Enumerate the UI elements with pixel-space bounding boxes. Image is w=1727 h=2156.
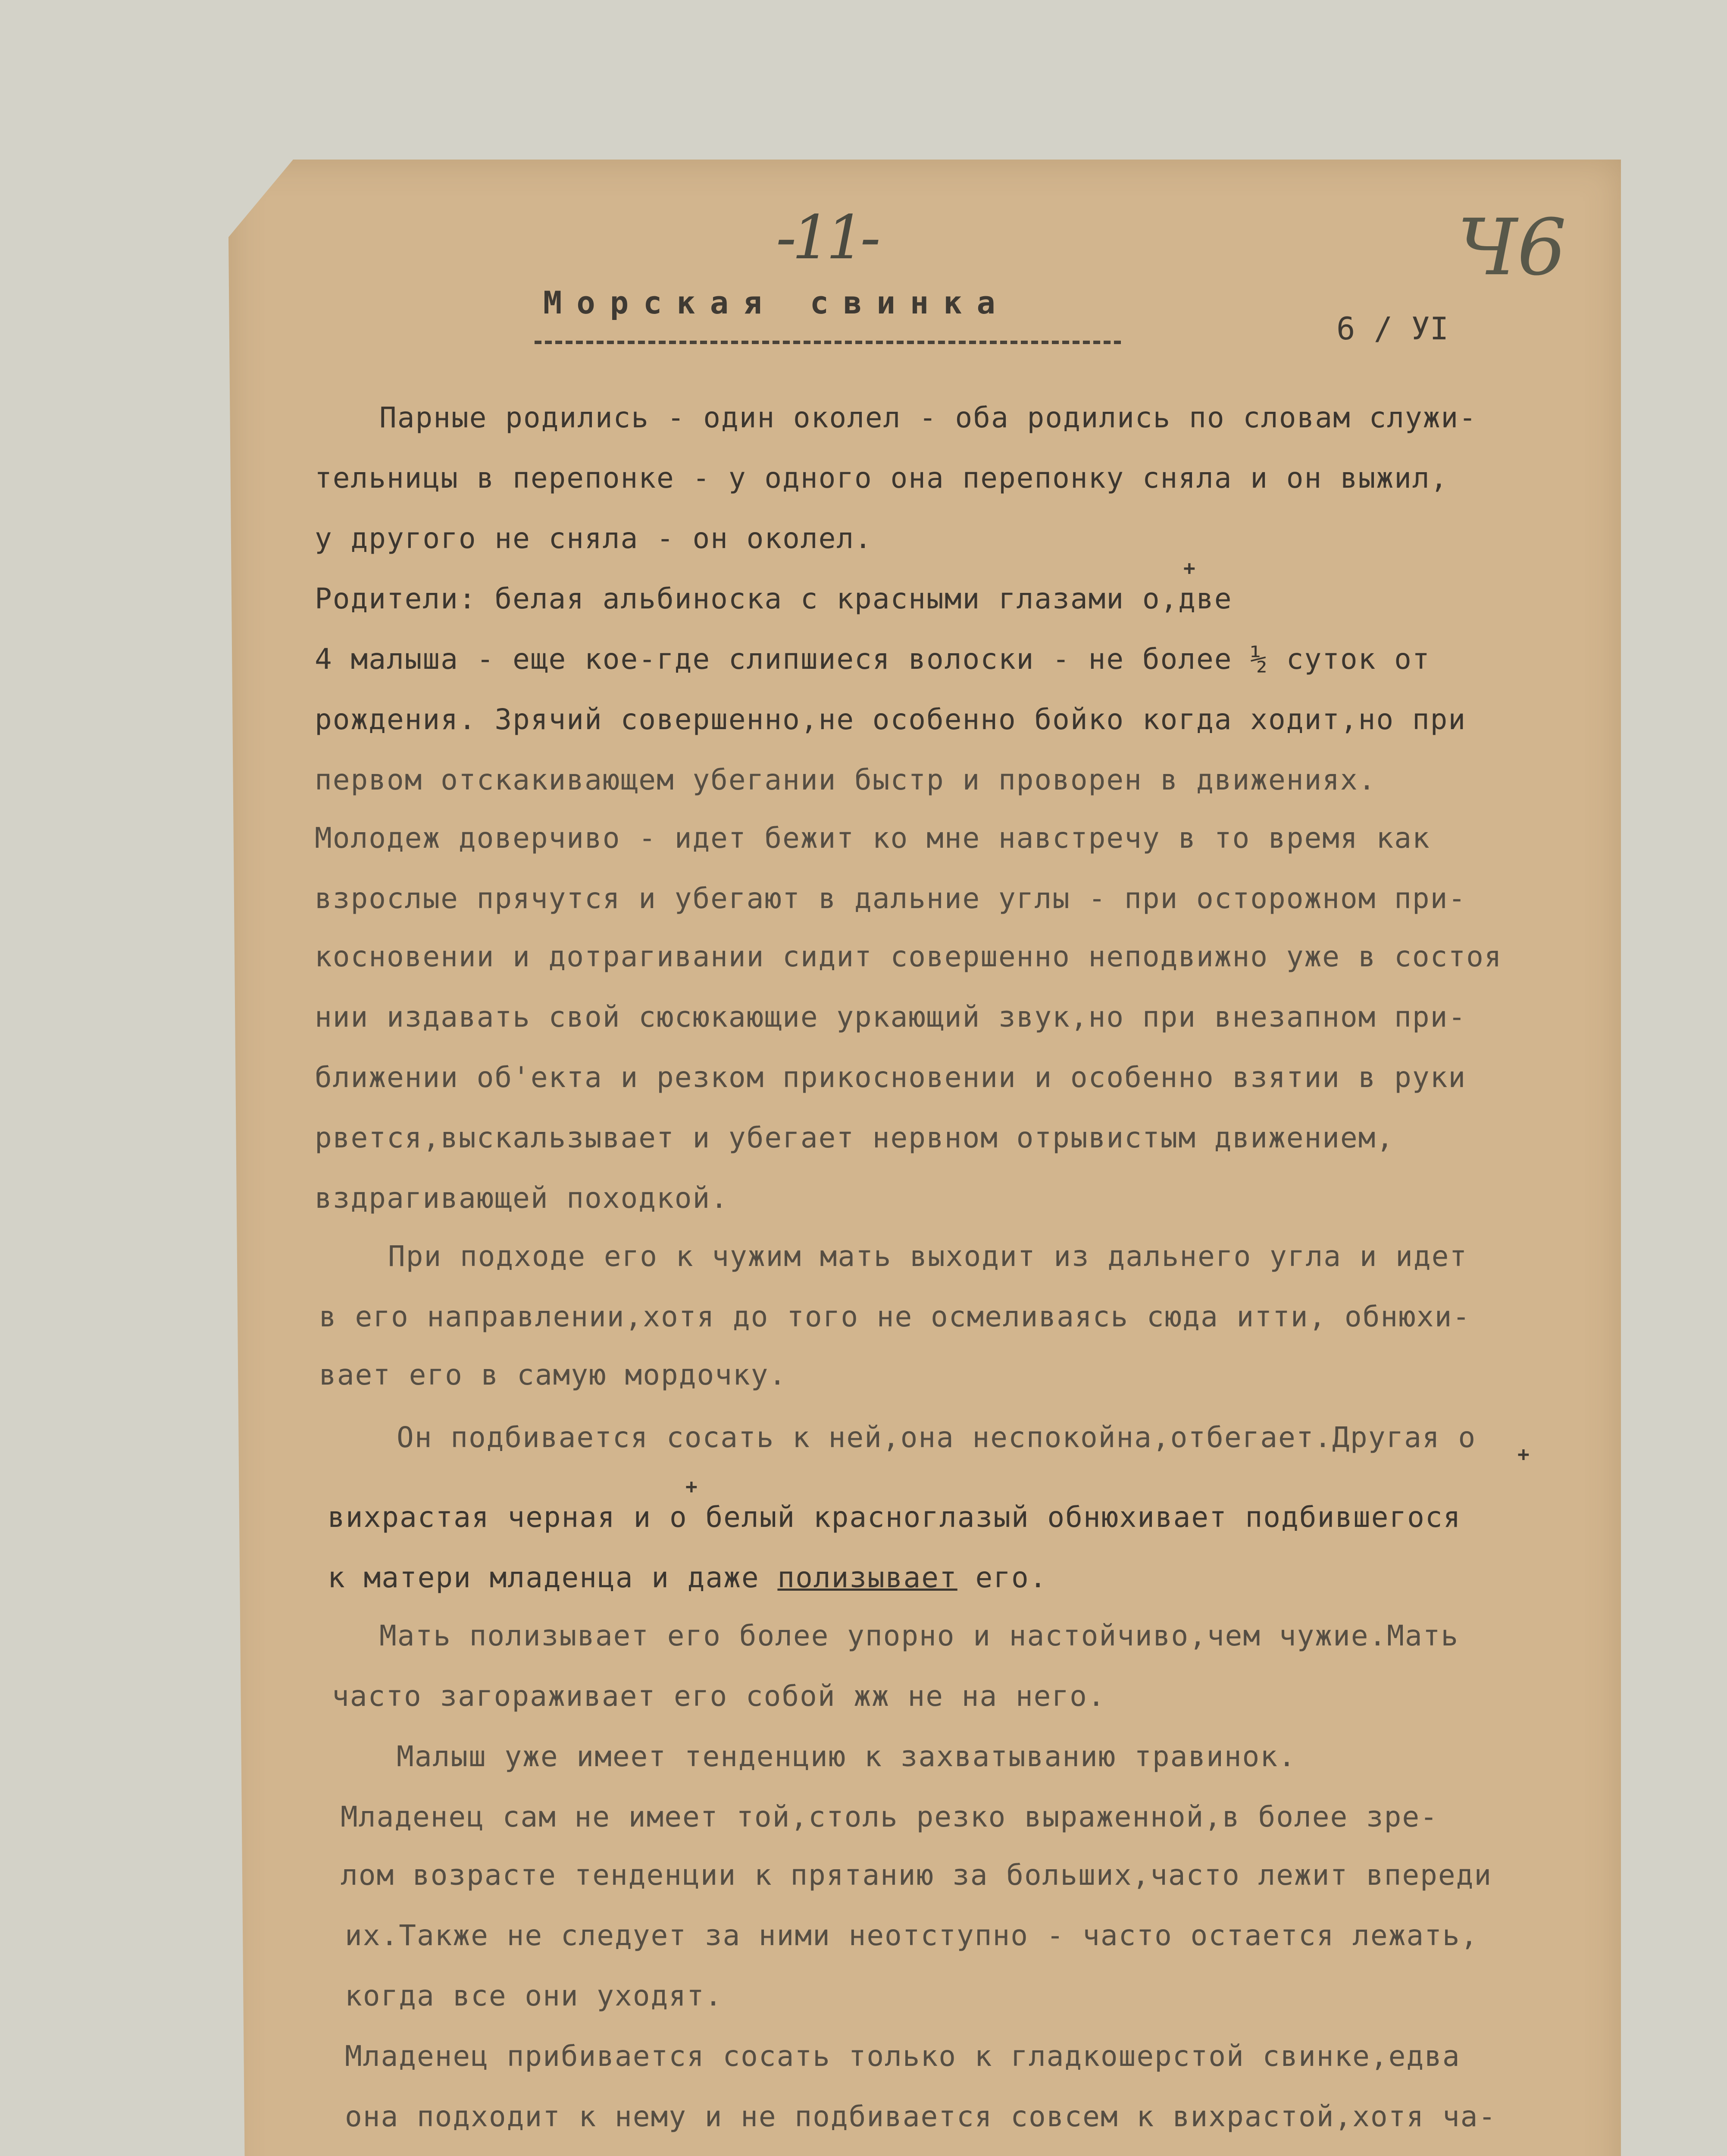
text-line: в его направлении,хотя до того не осмеливаясь сюда итти, обнюхи- xyxy=(319,1300,1471,1333)
archive-number: Ч6 xyxy=(1457,203,1567,293)
female-sign-mark: + xyxy=(1183,556,1195,580)
female-sign-mark: + xyxy=(1517,1442,1530,1466)
text-line: взрослые прячутся и убегают в дальние углы - при осторожном при- xyxy=(315,882,1467,915)
text-line: Младенец прибивается сосать только к гладкошерстой свинке,едва xyxy=(345,2040,1461,2073)
document-title: Морская свинка xyxy=(543,285,1010,321)
text-line: рождения. Зрячий совершенно,не особенно бойко когда ходит,но при xyxy=(315,703,1467,736)
text-line: вихрастая черная и о белый красноглазый обнюхивает подбившегося xyxy=(328,1501,1461,1534)
text-line: Мать полизывает его более упорно и настойчиво,чем чужие.Мать xyxy=(379,1619,1459,1652)
text-line: ближении об'екта и резком прикосновении и особенно взятии в руки xyxy=(315,1061,1467,1094)
text-line: Он подбивается сосать к ней,она неспокойна,отбегает.Другая о xyxy=(397,1421,1477,1454)
text-line: 4 малыша - еще кое-где слипшиеся волоски - не более ½ суток от xyxy=(315,642,1430,676)
text-line: лом возрасте тенденции к прятанию за больших,часто лежит впереди xyxy=(341,1858,1492,1892)
text-line: Родители: белая альбиноска с красными глазами о,две xyxy=(315,582,1233,615)
female-sign-mark: + xyxy=(685,1475,698,1498)
text-line: Малыш уже имеет тенденцию к захватыванию травинок. xyxy=(397,1740,1296,1773)
text-line: их.Также не следует за ними неотступно - часто остается лежать, xyxy=(345,1919,1479,1952)
title-underline xyxy=(535,341,1121,344)
text-line: вает его в самую мордочку. xyxy=(319,1358,787,1391)
underlined-word: полизывает xyxy=(777,1561,957,1594)
text-line: у другого не сняла - он околел. xyxy=(315,522,873,555)
text-segment: его. xyxy=(957,1561,1048,1594)
text-line: косновении и дотрагивании сидит совершенно неподвижно уже в состоя xyxy=(315,940,1502,973)
text-line: первом отскакивающем убегании быстр и проворен в движениях. xyxy=(315,763,1377,796)
text-line: вздрагивающей походкой. xyxy=(315,1181,729,1215)
text-line: Молодеж доверчиво - идет бежит ко мне навстречу в то время как xyxy=(315,821,1430,855)
text-line: тельницы в перепонке - у одного она перепонку сняла и он выжил, xyxy=(315,461,1449,495)
page-number: -11- xyxy=(776,203,876,273)
text-line: часто загораживает его собой жж не на него. xyxy=(332,1680,1106,1713)
text-line: При подходе его к чужим мать выходит из дальнего угла и идет xyxy=(388,1240,1468,1273)
text-line: рвется,выскальзывает и убегает нервном отрывистым движением, xyxy=(315,1121,1395,1154)
text-line xyxy=(328,1561,1047,1594)
text-line: Младенец сам не имеет той,столь резко выраженной,в более зре- xyxy=(341,1800,1438,1833)
document-date: 6 / УI xyxy=(1336,310,1449,347)
text-line: когда все они уходят. xyxy=(345,1979,723,2012)
paper-sheet xyxy=(228,160,1621,2156)
text-segment: к матери младенца и даже xyxy=(328,1561,778,1594)
text-line: Парные родились - один околел - оба родились по словам служи- xyxy=(379,401,1477,434)
text-line: нии издавать свой сюсюкающие уркающий звук,но при внезапном при- xyxy=(315,1000,1467,1034)
text-line: она подходит к нему и не подбивается совсем к вихрастой,хотя ча- xyxy=(345,2100,1497,2133)
